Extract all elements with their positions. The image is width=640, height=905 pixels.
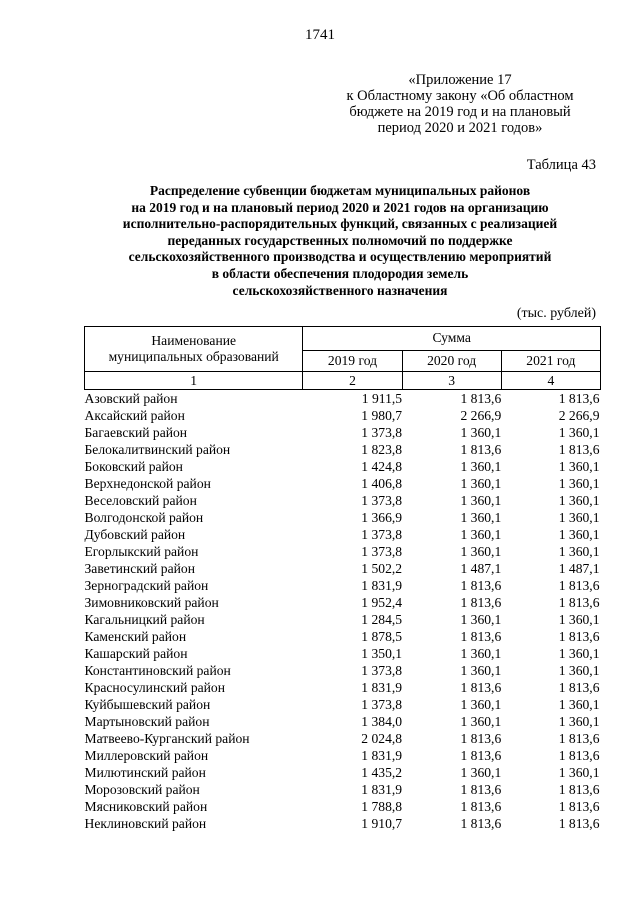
value-2019-cell: 1 373,8 bbox=[361, 527, 403, 542]
value-2019-cell: 1 373,8 bbox=[361, 697, 403, 712]
value-2021-cell: 1 487,1 bbox=[558, 561, 600, 576]
appendix-line: бюджете на 2019 год и на плановый bbox=[349, 104, 571, 120]
value-2020-cell: 1 360,1 bbox=[460, 425, 502, 440]
header-year-2020: 2020 год bbox=[402, 350, 501, 371]
district-name-cell: Миллеровский район bbox=[84, 748, 209, 763]
district-name-cell: Багаевский район bbox=[84, 425, 188, 440]
header-name-line: муниципальных образований bbox=[108, 349, 279, 364]
value-2019-cell: 1 406,8 bbox=[361, 476, 403, 491]
value-2019-cell: 1 373,8 bbox=[361, 663, 403, 678]
value-2019-cell: 1 384,0 bbox=[361, 714, 403, 729]
value-2021-cell: 1 813,6 bbox=[558, 748, 600, 763]
table-row bbox=[85, 424, 601, 441]
district-name-cell: Мясниковский район bbox=[84, 799, 208, 814]
table-row bbox=[85, 645, 601, 662]
value-2020-cell: 1 487,1 bbox=[460, 561, 502, 576]
value-2020-cell: 1 813,6 bbox=[460, 799, 502, 814]
value-2021-cell: 1 813,6 bbox=[558, 442, 600, 457]
district-name-cell: Аксайский район bbox=[84, 408, 185, 423]
value-2021-cell: 1 360,1 bbox=[558, 510, 600, 525]
title-line: на 2019 год и на плановый период 2020 и 2021 годов на организацию bbox=[131, 199, 549, 215]
value-2020-cell: 1 813,6 bbox=[460, 391, 502, 406]
header-col-number: 2 bbox=[303, 372, 402, 390]
district-name-cell: Волгодонской район bbox=[84, 510, 204, 525]
value-2021-cell: 1 813,6 bbox=[558, 391, 600, 406]
value-2020-cell: 1 360,1 bbox=[460, 612, 502, 627]
table-row bbox=[85, 458, 601, 475]
value-2019-cell: 1 911,5 bbox=[361, 391, 403, 406]
table-row bbox=[85, 696, 601, 713]
value-2019-cell: 2 024,8 bbox=[361, 731, 403, 746]
value-2021-cell: 1 360,1 bbox=[558, 544, 600, 559]
value-2019-cell: 1 878,5 bbox=[361, 629, 403, 644]
table-row bbox=[85, 441, 601, 458]
units-label: (тыс. рублей) bbox=[516, 306, 596, 321]
value-2019-cell: 1 435,2 bbox=[361, 765, 403, 780]
value-2021-cell: 1 360,1 bbox=[558, 697, 600, 712]
value-2019-cell: 1 831,9 bbox=[361, 782, 403, 797]
district-name-cell: Матвеево-Курганский район bbox=[84, 731, 250, 746]
title-line: сельскохозяйственного назначения bbox=[232, 282, 448, 298]
title-line: в области обеспечения плодородия земель bbox=[211, 265, 469, 281]
value-2019-cell: 1 373,8 bbox=[361, 425, 403, 440]
value-2021-cell: 1 360,1 bbox=[558, 425, 600, 440]
value-2021-cell: 1 813,6 bbox=[558, 595, 600, 610]
value-2019-cell: 1 350,1 bbox=[361, 646, 403, 661]
value-2021-cell: 1 360,1 bbox=[558, 476, 600, 491]
table-row bbox=[85, 526, 601, 543]
value-2020-cell: 1 360,1 bbox=[460, 459, 502, 474]
value-2019-cell: 1 831,9 bbox=[361, 748, 403, 763]
value-2020-cell: 1 360,1 bbox=[460, 663, 502, 678]
subvention-table bbox=[84, 326, 601, 832]
table-row bbox=[85, 713, 601, 730]
title-line: Распределение субвенции бюджетам муниципальных районов bbox=[149, 183, 531, 198]
value-2021-cell: 1 360,1 bbox=[558, 493, 600, 508]
district-name-cell: Азовский район bbox=[84, 391, 178, 406]
value-2021-cell: 1 360,1 bbox=[558, 527, 600, 542]
table-row bbox=[85, 628, 601, 645]
value-2019-cell: 1 284,5 bbox=[361, 612, 403, 627]
value-2020-cell: 1 813,6 bbox=[460, 816, 502, 831]
table-row bbox=[85, 815, 601, 832]
value-2019-cell: 1 831,9 bbox=[361, 680, 403, 695]
district-name-cell: Веселовский район bbox=[84, 493, 197, 508]
value-2021-cell: 1 360,1 bbox=[558, 765, 600, 780]
title-line: сельскохозяйственного производства и осуществлению мероприятий bbox=[128, 249, 552, 265]
value-2021-cell: 1 813,6 bbox=[558, 782, 600, 797]
value-2019-cell: 1 424,8 bbox=[361, 459, 403, 474]
header-name-line: Наименование bbox=[151, 333, 237, 348]
appendix-line: «Приложение 17 bbox=[408, 72, 512, 88]
table-row bbox=[85, 577, 601, 594]
value-2019-cell: 1 502,2 bbox=[361, 561, 403, 576]
district-name-cell: Боковский район bbox=[84, 459, 183, 474]
value-2020-cell: 1 360,1 bbox=[460, 527, 502, 542]
district-name-cell: Морозовский район bbox=[84, 782, 200, 797]
value-2019-cell: 1 788,8 bbox=[361, 799, 403, 814]
value-2019-cell: 1 980,7 bbox=[361, 408, 403, 423]
table-row bbox=[85, 798, 601, 815]
appendix-line: к Областному закону «Об областном bbox=[346, 88, 574, 104]
table-row bbox=[85, 492, 601, 509]
district-name-cell: Мартыновский район bbox=[84, 714, 210, 729]
appendix-reference bbox=[330, 72, 590, 136]
table-row bbox=[85, 543, 601, 560]
table-row bbox=[85, 679, 601, 696]
value-2019-cell: 1 910,7 bbox=[361, 816, 403, 831]
header-name bbox=[85, 327, 303, 372]
district-name-cell: Красносулинский район bbox=[84, 680, 225, 695]
appendix-line: период 2020 и 2021 годов» bbox=[377, 120, 543, 136]
value-2020-cell: 1 360,1 bbox=[460, 493, 502, 508]
header-year-2021: 2021 год bbox=[501, 350, 600, 371]
value-2019-cell: 1 823,8 bbox=[361, 442, 403, 457]
district-name-cell: Верхнедонской район bbox=[84, 476, 211, 491]
value-2021-cell: 1 813,6 bbox=[558, 731, 600, 746]
value-2019-cell: 1 373,8 bbox=[361, 544, 403, 559]
value-2020-cell: 1 360,1 bbox=[460, 476, 502, 491]
value-2021-cell: 1 813,6 bbox=[558, 680, 600, 695]
district-name-cell: Зимовниковский район bbox=[84, 595, 219, 610]
table-row bbox=[85, 781, 601, 798]
value-2020-cell: 1 360,1 bbox=[460, 544, 502, 559]
district-name-cell: Белокалитвинский район bbox=[84, 442, 231, 457]
value-2021-cell: 1 360,1 bbox=[558, 663, 600, 678]
district-name-cell: Милютинский район bbox=[84, 765, 206, 780]
table-body bbox=[85, 390, 601, 833]
header-col-number: 4 bbox=[501, 372, 600, 390]
table-row bbox=[85, 560, 601, 577]
title-line: переданных государственных полномочий по поддержке bbox=[167, 232, 513, 248]
value-2021-cell: 1 813,6 bbox=[558, 816, 600, 831]
header-col-number: 3 bbox=[402, 372, 501, 390]
value-2020-cell: 1 813,6 bbox=[460, 595, 502, 610]
value-2021-cell: 1 813,6 bbox=[558, 799, 600, 814]
header-sum: Сумма bbox=[303, 327, 601, 351]
table-row bbox=[85, 662, 601, 679]
value-2020-cell: 1 813,6 bbox=[460, 629, 502, 644]
value-2019-cell: 1 952,4 bbox=[361, 595, 403, 610]
value-2021-cell: 1 813,6 bbox=[558, 578, 600, 593]
value-2021-cell: 1 360,1 bbox=[558, 646, 600, 661]
value-2021-cell: 1 360,1 bbox=[558, 714, 600, 729]
value-2020-cell: 1 813,6 bbox=[460, 731, 502, 746]
header-col-number: 1 bbox=[85, 372, 303, 390]
value-2021-cell: 1 813,6 bbox=[558, 629, 600, 644]
district-name-cell: Кашарский район bbox=[84, 646, 188, 661]
table-row bbox=[85, 764, 601, 781]
value-2020-cell: 1 813,6 bbox=[460, 442, 502, 457]
value-2020-cell: 1 813,6 bbox=[460, 748, 502, 763]
district-name-cell: Зерноградский район bbox=[84, 578, 209, 593]
value-2020-cell: 1 813,6 bbox=[460, 782, 502, 797]
value-2021-cell: 1 360,1 bbox=[558, 612, 600, 627]
value-2020-cell: 2 266,9 bbox=[460, 408, 502, 423]
value-2020-cell: 1 813,6 bbox=[460, 680, 502, 695]
value-2020-cell: 1 360,1 bbox=[460, 714, 502, 729]
value-2020-cell: 1 360,1 bbox=[460, 510, 502, 525]
value-2020-cell: 1 360,1 bbox=[460, 765, 502, 780]
table-row bbox=[85, 611, 601, 628]
value-2019-cell: 1 366,9 bbox=[361, 510, 403, 525]
table-row bbox=[85, 509, 601, 526]
table-row bbox=[85, 730, 601, 747]
table-row bbox=[85, 747, 601, 764]
value-2020-cell: 1 360,1 bbox=[460, 697, 502, 712]
value-2019-cell: 1 373,8 bbox=[361, 493, 403, 508]
table-number: Таблица 43 bbox=[526, 157, 596, 173]
district-name-cell: Куйбышевский район bbox=[84, 697, 211, 712]
table-row bbox=[85, 594, 601, 611]
value-2020-cell: 1 813,6 bbox=[460, 578, 502, 593]
district-name-cell: Дубовский район bbox=[84, 527, 186, 542]
table-row bbox=[85, 390, 601, 408]
district-name-cell: Кагальницкий район bbox=[84, 612, 205, 627]
value-2019-cell: 1 831,9 bbox=[361, 578, 403, 593]
value-2020-cell: 1 360,1 bbox=[460, 646, 502, 661]
value-2021-cell: 2 266,9 bbox=[558, 408, 600, 423]
table-row bbox=[85, 407, 601, 424]
district-name-cell: Неклиновский район bbox=[84, 816, 207, 831]
document-title bbox=[80, 183, 600, 299]
value-2021-cell: 1 360,1 bbox=[558, 459, 600, 474]
district-name-cell: Каменский район bbox=[84, 629, 187, 644]
district-name-cell: Константиновский район bbox=[84, 663, 231, 678]
page-number: 1741 bbox=[305, 27, 335, 43]
district-name-cell: Заветинский район bbox=[84, 561, 195, 576]
title-line: исполнительно-распорядительных функций, связанных с реализацией bbox=[122, 216, 558, 232]
district-name-cell: Егорлыкский район bbox=[84, 544, 199, 559]
header-year-2019: 2019 год bbox=[303, 350, 402, 371]
table-row bbox=[85, 475, 601, 492]
